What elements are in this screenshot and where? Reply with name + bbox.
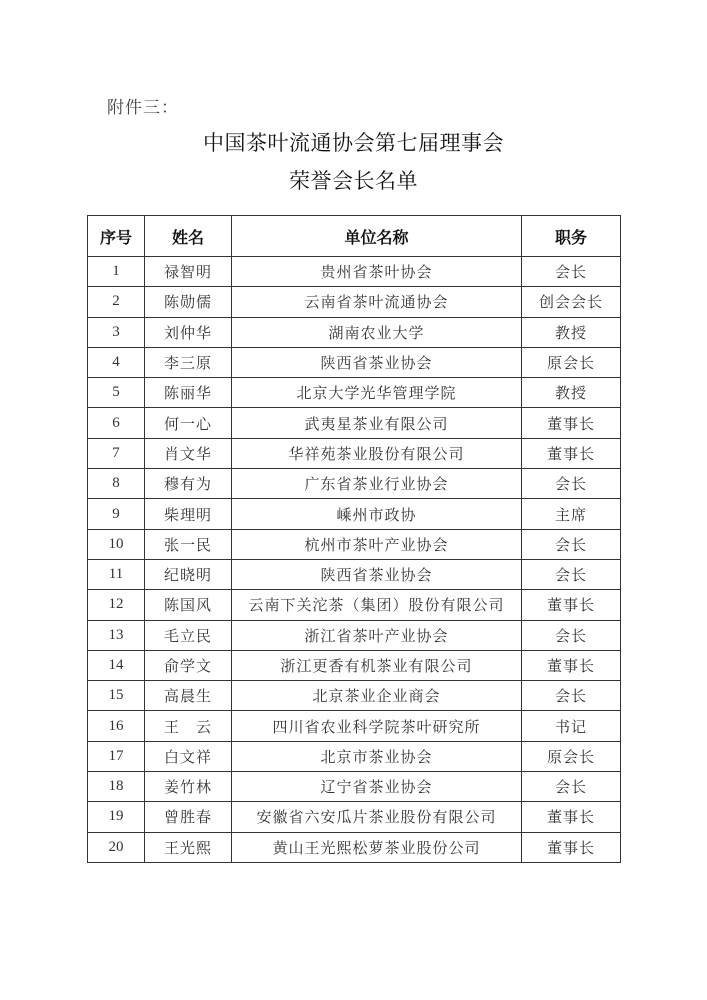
cell-serial-no: 10 [88, 529, 145, 559]
table-row [88, 438, 621, 468]
cell-position: 教授 [522, 317, 621, 347]
cell-position: 董事长 [522, 438, 621, 468]
cell-organization: 四川省农业科学院茶叶研究所 [232, 711, 522, 741]
cell-name: 穆有为 [145, 469, 232, 499]
cell-position: 董事长 [522, 802, 621, 832]
cell-serial-no: 15 [88, 681, 145, 711]
cell-serial-no: 13 [88, 620, 145, 650]
table-row [88, 650, 621, 680]
table-row [88, 741, 621, 771]
cell-name: 白文祥 [145, 741, 232, 771]
cell-organization: 华祥苑茶业股份有限公司 [232, 438, 522, 468]
header-name: 姓名 [145, 216, 232, 257]
cell-organization: 云南下关沱茶（集团）股份有限公司 [232, 590, 522, 620]
cell-name: 纪晓明 [145, 559, 232, 589]
cell-name: 王光熙 [145, 832, 232, 862]
honorary-president-table [87, 215, 621, 863]
table-row [88, 620, 621, 650]
cell-position: 书记 [522, 711, 621, 741]
table-row [88, 772, 621, 802]
cell-name: 陈国风 [145, 590, 232, 620]
cell-serial-no: 17 [88, 741, 145, 771]
table-row [88, 257, 621, 287]
cell-serial-no: 5 [88, 378, 145, 408]
cell-organization: 贵州省茶叶协会 [232, 257, 522, 287]
cell-organization: 广东省茶业行业协会 [232, 469, 522, 499]
cell-organization: 北京市茶业协会 [232, 741, 522, 771]
document-title: 中国茶叶流通协会第七届理事会 [203, 131, 504, 155]
cell-position: 会长 [522, 620, 621, 650]
cell-position: 董事长 [522, 650, 621, 680]
cell-organization: 嵊州市政协 [232, 499, 522, 529]
cell-serial-no: 20 [88, 832, 145, 862]
header-serial-no: 序号 [88, 216, 145, 257]
table-row [88, 469, 621, 499]
cell-name: 陈勋儒 [145, 287, 232, 317]
cell-position: 会长 [522, 559, 621, 589]
cell-organization: 北京大学光华管理学院 [232, 378, 522, 408]
table-row [88, 832, 621, 862]
cell-organization: 湖南农业大学 [232, 317, 522, 347]
cell-organization: 浙江更香有机茶业有限公司 [232, 650, 522, 680]
cell-position: 会长 [522, 257, 621, 287]
table-row [88, 317, 621, 347]
cell-position: 原会长 [522, 741, 621, 771]
table-row [88, 681, 621, 711]
cell-name: 李三原 [145, 347, 232, 377]
header-organization: 单位名称 [232, 216, 522, 257]
table-row [88, 499, 621, 529]
cell-name: 陈丽华 [145, 378, 232, 408]
cell-organization: 武夷星茶业有限公司 [232, 408, 522, 438]
table-row [88, 378, 621, 408]
cell-serial-no: 16 [88, 711, 145, 741]
table-row [88, 347, 621, 377]
cell-position: 原会长 [522, 347, 621, 377]
cell-name: 张一民 [145, 529, 232, 559]
cell-serial-no: 12 [88, 590, 145, 620]
cell-name: 何一心 [145, 408, 232, 438]
cell-position: 董事长 [522, 590, 621, 620]
cell-position: 主席 [522, 499, 621, 529]
cell-organization: 陕西省茶业协会 [232, 347, 522, 377]
cell-name: 毛立民 [145, 620, 232, 650]
cell-position: 会长 [522, 681, 621, 711]
cell-name: 曾胜春 [145, 802, 232, 832]
cell-serial-no: 19 [88, 802, 145, 832]
cell-position: 董事长 [522, 832, 621, 862]
cell-organization: 黄山王光熙松萝茶业股份公司 [232, 832, 522, 862]
attachment-label: 附件三： [107, 98, 179, 118]
table-row [88, 711, 621, 741]
cell-serial-no: 11 [88, 559, 145, 589]
cell-name: 王 云 [145, 711, 232, 741]
cell-serial-no: 14 [88, 650, 145, 680]
cell-serial-no: 6 [88, 408, 145, 438]
cell-name: 禄智明 [145, 257, 232, 287]
cell-serial-no: 3 [88, 317, 145, 347]
cell-serial-no: 18 [88, 772, 145, 802]
table-row [88, 590, 621, 620]
cell-name: 俞学文 [145, 650, 232, 680]
cell-name: 刘仲华 [145, 317, 232, 347]
cell-organization: 杭州市茶叶产业协会 [232, 529, 522, 559]
cell-name: 柴理明 [145, 499, 232, 529]
cell-serial-no: 8 [88, 469, 145, 499]
cell-position: 会长 [522, 772, 621, 802]
cell-organization: 北京茶业企业商会 [232, 681, 522, 711]
cell-position: 创会会长 [522, 287, 621, 317]
cell-organization: 陕西省茶业协会 [232, 559, 522, 589]
table-row [88, 802, 621, 832]
cell-organization: 辽宁省茶业协会 [232, 772, 522, 802]
table-body [88, 257, 621, 863]
cell-position: 会长 [522, 529, 621, 559]
cell-serial-no: 1 [88, 257, 145, 287]
cell-serial-no: 4 [88, 347, 145, 377]
cell-position: 教授 [522, 378, 621, 408]
cell-position: 会长 [522, 469, 621, 499]
table-row [88, 287, 621, 317]
cell-serial-no: 2 [88, 287, 145, 317]
cell-name: 高晨生 [145, 681, 232, 711]
table-row [88, 559, 621, 589]
cell-name: 姜竹林 [145, 772, 232, 802]
cell-serial-no: 9 [88, 499, 145, 529]
table-header-row [88, 216, 621, 257]
header-position: 职务 [522, 216, 621, 257]
cell-organization: 云南省茶叶流通协会 [232, 287, 522, 317]
cell-serial-no: 7 [88, 438, 145, 468]
table-row [88, 408, 621, 438]
cell-name: 肖文华 [145, 438, 232, 468]
cell-organization: 浙江省茶叶产业协会 [232, 620, 522, 650]
cell-organization: 安徽省六安瓜片茶业股份有限公司 [232, 802, 522, 832]
document-subtitle: 荣誉会长名单 [289, 169, 418, 193]
cell-position: 董事长 [522, 408, 621, 438]
table-row [88, 529, 621, 559]
